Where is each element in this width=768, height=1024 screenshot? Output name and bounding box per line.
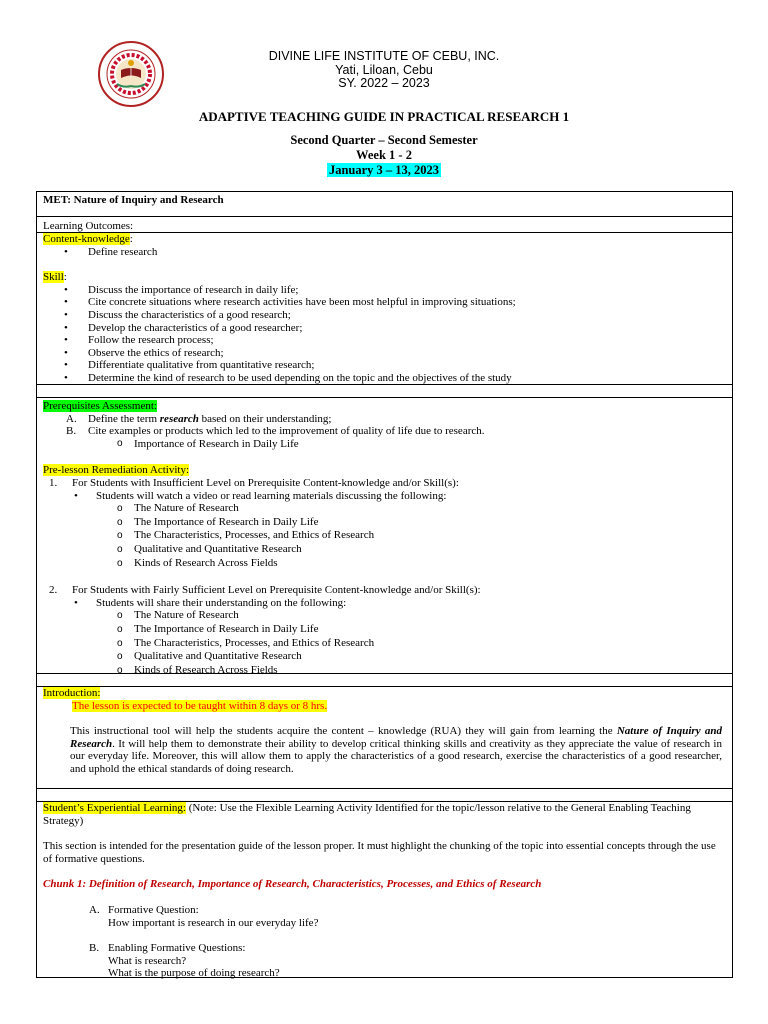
list-item: B. Cite examples or products which led to the improvement of quality of life due to research. (66, 425, 485, 438)
prereq-list (43, 413, 726, 438)
chunk-title: Chunk 1: Definition of Research, Importance of Research, Characteristics, Processes, and Ethics of Research (43, 878, 542, 891)
school-year: SY. 2022 – 2023 (338, 76, 430, 90)
spacer-row (37, 789, 732, 802)
list-item: B. Enabling Formative Questions: (89, 942, 246, 955)
list-item: 2. For Students with Fairly Sufficient Level on Prerequisite Content-knowledge and/or Skill(s): (49, 584, 481, 597)
list-item: o The Importance of Research in Daily Life (43, 623, 726, 637)
content-knowledge-label: Content-knowledge (43, 233, 130, 245)
lesson-duration-note: The lesson is expected to be taught within 8 days or 8 hrs. (72, 699, 328, 712)
list-marker: B. (66, 425, 77, 438)
list-item: • Discuss the characteristics of a good research; (43, 309, 726, 322)
list-item: • Develop the characteristics of a good researcher; (43, 322, 726, 335)
list-item: • Follow the research process; (43, 334, 726, 347)
list-item: • Determine the kind of research to be used depending on the topic and the objectives of the study (43, 372, 726, 385)
met-row (37, 192, 732, 217)
list-item: • Students will share their understanding on the following: (43, 597, 726, 610)
list-item: 1. For Students with Insufficient Level on Prerequisite Content-knowledge and/or Skill(s): (49, 476, 459, 489)
institution-name: DIVINE LIFE INSTITUTE OF CEBU, INC. (268, 49, 500, 63)
list-item: o Importance of Research in Daily Life (43, 438, 726, 451)
institution-address: Yati, Liloan, Cebu (335, 62, 433, 77)
quarter: Second Quarter – Second Semester (290, 133, 478, 147)
list-item: • Define research (43, 246, 726, 259)
list-item: A. Define the term research based on their understanding; (66, 412, 332, 425)
list-item: o The Characteristics, Processes, and Ethics of Research (43, 637, 726, 651)
outcomes-label-row (37, 217, 732, 233)
met-title: MET: Nature of Inquiry and Research (43, 194, 224, 206)
outcomes-label: Learning Outcomes: (43, 220, 134, 232)
content-list (43, 246, 726, 259)
skill-list (43, 284, 726, 385)
list-item: o Qualitative and Quantitative Research (43, 543, 726, 557)
list-item: o The Importance of Research in Daily Life (43, 516, 726, 530)
list-item: • Discuss the importance of research in daily life; (43, 284, 726, 297)
prereq-label: Prerequisites Assessment: (43, 400, 157, 412)
formative-question: What is the purpose of doing research? (108, 967, 280, 980)
list-item: o The Nature of Research (43, 502, 726, 516)
list-item: A. Formative Question: (89, 903, 199, 916)
experiential-label: Student’s Experiential Learning: (43, 802, 186, 814)
week: Week 1 - 2 (356, 148, 412, 162)
introduction-row (37, 687, 732, 789)
topic-list (43, 502, 726, 570)
skill-label: Skill (43, 271, 64, 284)
experiential-paragraph: This section is intended for the presentation guide of the lesson proper. It must highlight the chunking of the topic into essential concepts through the use of formative questions. (43, 840, 716, 865)
outcomes-row: Content-knowledge: • Define research Skill: • Discuss the importance of research in daily life; • Cite concrete situations where research activities have been most helpful in improving situations; • Discuss the characteristics of a good research; • Develop the characteristics of a good researcher; • Follow the research process; • Observe the ethics of research; • Differentiate qualitative from quantitative research; • Determine the kind of research to be used depending on the topic and the objectives of the study (37, 233, 732, 385)
introduction-label: Introduction: (43, 687, 101, 699)
guide-table (36, 191, 733, 978)
header (0, 50, 768, 91)
subtitle-block (0, 133, 768, 178)
list-item: • Cite concrete situations where research activities have been most helpful in improving situations; (43, 296, 726, 309)
topic-list (43, 609, 726, 677)
list-item: o The Characteristics, Processes, and Ethics of Research (43, 529, 726, 543)
list-item: o Kinds of Research Across Fields (43, 664, 726, 678)
list-marker: 1. (49, 476, 58, 489)
list-item: o The Nature of Research (43, 609, 726, 623)
list-item: • Differentiate qualitative from quantitative research; (43, 359, 726, 372)
spacer-row (37, 385, 732, 398)
list-marker: 2. (49, 584, 58, 597)
list-item: o Kinds of Research Across Fields (43, 557, 726, 571)
list-item: • Observe the ethics of research; (43, 347, 726, 360)
remediation-label: Pre-lesson Remediation Activity: (43, 464, 190, 477)
document-title: ADAPTIVE TEACHING GUIDE IN PRACTICAL RESEARCH 1 (198, 109, 570, 124)
spacer-row (37, 674, 732, 687)
list-marker: A. (66, 412, 77, 425)
prereq-row (37, 398, 732, 674)
list-marker: B. (89, 942, 100, 955)
list-marker: A. (89, 903, 100, 916)
formative-question: How important is research in our everyday life? (108, 916, 319, 929)
introduction-paragraph: This instructional tool will help the students acquire the content – knowledge (RUA) they will gain from learning the Nature of Inquiry and Research. It will help them to demonstrate their ability to develop critical thinking skills and creativity as they appreciate the value of research in our everyday life. Moreover, this will allow them to apply the characteristics of a good research, exercise the characteristics of a good researcher, and uphold the ethical standards of doing research. (70, 725, 722, 775)
experiential-heading: Student’s Experiential Learning: (Note: Use the Flexible Learning Activity Identified for the topic/lesson relative to the General Enabling Teaching Strategy) (43, 802, 691, 827)
list-item: • Students will watch a video or read learning materials discussing the following: (43, 490, 726, 503)
experiential-row (37, 802, 732, 980)
date-range: January 3 – 13, 2023 (328, 163, 440, 177)
formative-question: What is research? (108, 954, 187, 967)
list-item: o Qualitative and Quantitative Research (43, 650, 726, 664)
